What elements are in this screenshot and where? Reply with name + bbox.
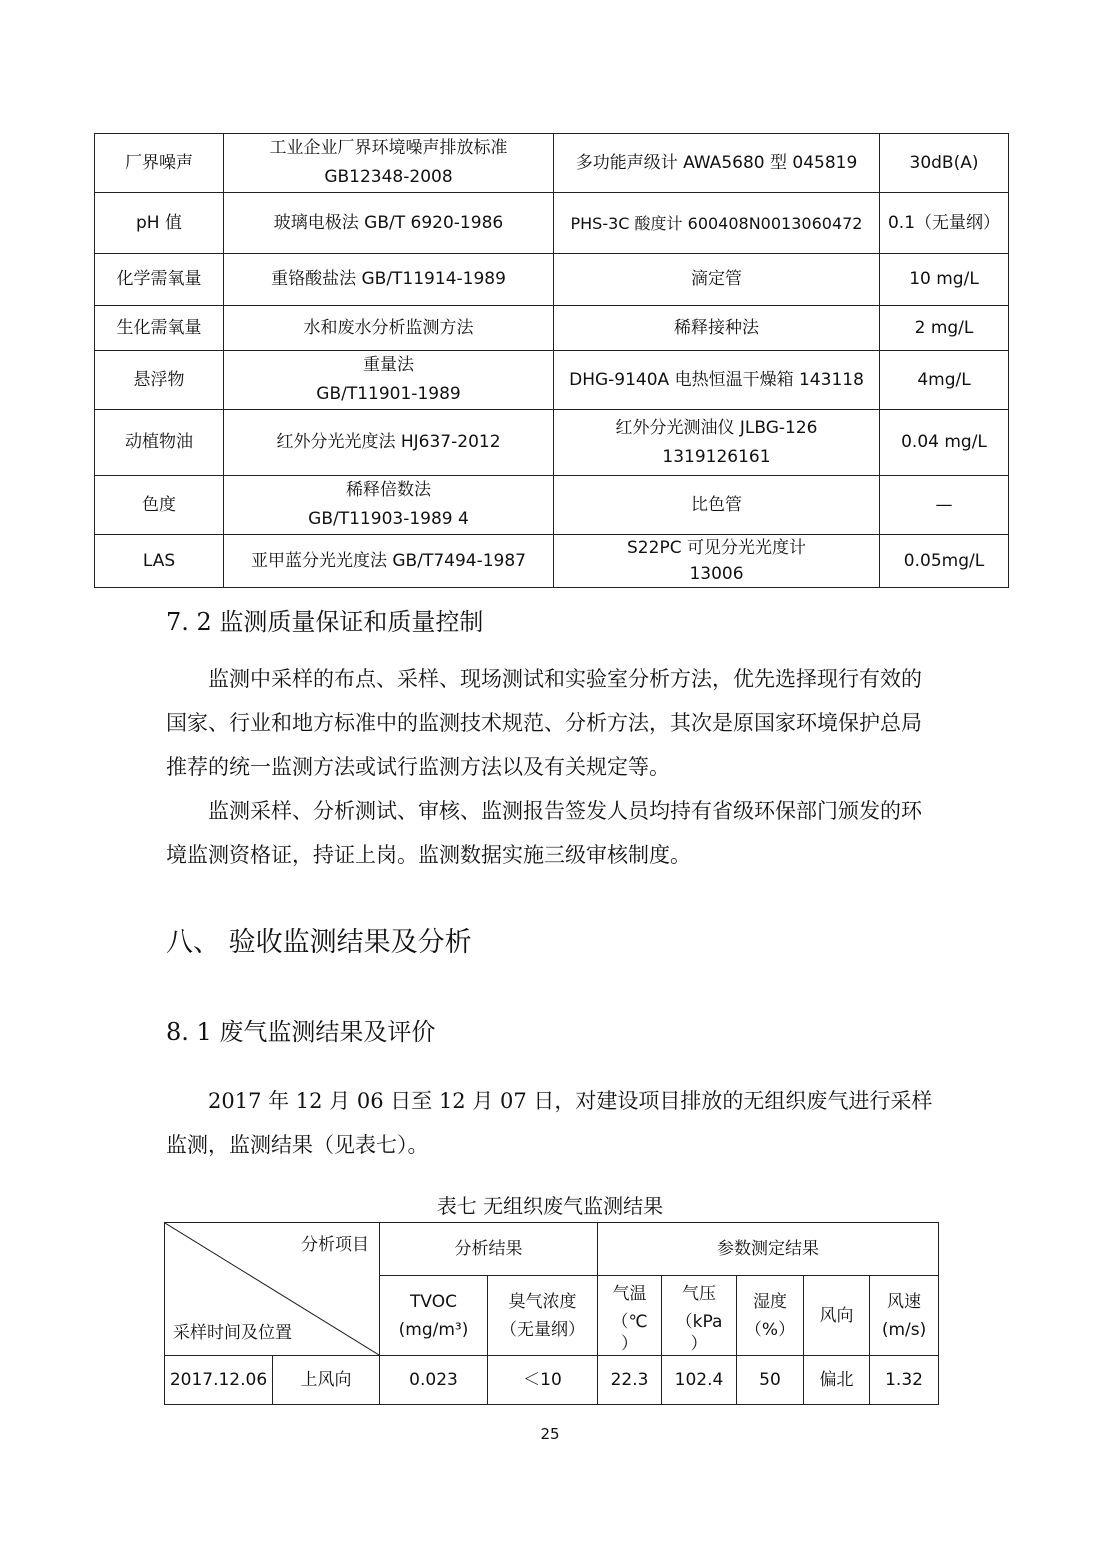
col-odor-unit: （无量纲）: [500, 1319, 585, 1340]
col-wind-speed-unit: (m/s): [881, 1319, 927, 1340]
col-odor-name: 臭气浓度: [508, 1291, 577, 1312]
col-press-name: 气压: [682, 1283, 716, 1304]
col-tvoc-name: TVOC: [410, 1291, 457, 1312]
instrument-cell: 多功能声级计 AWA5680 型 045819: [554, 134, 880, 193]
method-cell: 重铬酸盐法 GB/T11914-1989: [224, 254, 554, 306]
instrument-cell: 稀释接种法: [554, 306, 880, 351]
table-row: [95, 193, 1009, 254]
col-press-unit: （kPa: [675, 1311, 723, 1332]
page-number: 25: [540, 1425, 560, 1443]
group-analysis-header: 分析结果: [380, 1223, 598, 1276]
waste-gas-results-table: [164, 1222, 939, 1405]
item-cell: 生化需氧量: [95, 306, 224, 351]
instrument-cell: 红外分光测油仪 JLBG-126 1319126161: [554, 410, 880, 476]
table-row: [95, 134, 1009, 193]
item-cell: pH 值: [95, 193, 224, 254]
table-header-row: [165, 1223, 939, 1276]
limit-cell: 10 mg/L: [880, 254, 1009, 306]
corner-top-label: 分析项目: [301, 1235, 369, 1255]
table-row: [95, 410, 1009, 476]
table-caption: 表七 无组织废气监测结果: [436, 1194, 664, 1218]
tvoc-cell: 0.023: [380, 1356, 488, 1405]
table-row: [95, 351, 1009, 410]
item-cell: 动植物油: [95, 410, 224, 476]
method-cell: 红外分光光度法 HJ637-2012: [224, 410, 554, 476]
table-row: [95, 535, 1009, 588]
wind-speed-cell: 1.32: [870, 1356, 939, 1405]
section-7-2-paragraph-1: 监测中采样的布点、采样、现场测试和实验室分析方法，优先选择现行有效的国家、行业和地方标准中的监测技术规范、分析方法，其次是原国家环境保护总局推荐的统一监测方法或试行监测方法以及有关规定等。: [166, 667, 922, 779]
item-cell: 悬浮物: [95, 351, 224, 410]
item-cell: LAS: [95, 535, 224, 588]
instrument-cell: PHS-3C 酸度计 600408N0013060472: [554, 193, 880, 254]
col-wind-dir-header: 风向: [804, 1276, 870, 1356]
instrument-cell: S22PC 可见分光光度计 13006: [554, 535, 880, 588]
corner-header-cell: [165, 1223, 380, 1356]
col-tvoc-header: [380, 1276, 488, 1356]
section-8-1-heading: 8. 1 废气监测结果及评价: [166, 1018, 436, 1046]
col-temp-name: 气温: [612, 1283, 647, 1304]
method-cell: 亚甲蓝分光光度法 GB/T7494-1987: [224, 535, 554, 588]
limit-cell: 0.05mg/L: [880, 535, 1009, 588]
col-tvoc-unit: (mg/m³): [398, 1319, 469, 1340]
monitoring-methods-table: [94, 133, 1009, 588]
limit-cell: 4mg/L: [880, 351, 1009, 410]
location-cell: 上风向: [273, 1356, 380, 1405]
table-row: [165, 1356, 939, 1405]
method-cell: 工业企业厂界环境噪声排放标准 GB12348-2008: [224, 134, 554, 193]
col-temp-header: [598, 1276, 662, 1356]
col-humid-header: [737, 1276, 804, 1356]
date-cell: 2017.12.06: [165, 1356, 273, 1405]
method-cell: 稀释倍数法 GB/T11903-1989 4: [224, 476, 554, 535]
limit-cell: —: [880, 476, 1009, 535]
col-temp-tail: ）: [621, 1333, 638, 1354]
method-cell: 重量法 GB/T11901-1989: [224, 351, 554, 410]
col-temp-unit: （℃: [611, 1311, 648, 1332]
col-wind-speed-header: [870, 1276, 939, 1356]
section-8-1-paragraph: 2017 年 12 月 06 日至 12 月 07 日，对建设项目排放的无组织废气进行采样监测，监测结果（见表七）。: [166, 1089, 933, 1157]
col-humid-name: 湿度: [753, 1291, 787, 1312]
section-7-2-heading: 7. 2 监测质量保证和质量控制: [166, 608, 484, 636]
col-wind-speed-name: 风速: [887, 1291, 922, 1312]
col-humid-unit: （%）: [744, 1319, 796, 1340]
press-cell: 102.4: [662, 1356, 737, 1405]
wind-dir-cell: 偏北: [804, 1356, 870, 1405]
chapter-8-heading: 八、 验收监测结果及分析: [166, 927, 472, 958]
item-cell: 厂界噪声: [95, 134, 224, 193]
method-cell: 水和废水分析监测方法: [224, 306, 554, 351]
limit-cell: 0.04 mg/L: [880, 410, 1009, 476]
col-odor-header: [488, 1276, 598, 1356]
item-cell: 色度: [95, 476, 224, 535]
method-cell: 玻璃电极法 GB/T 6920-1986: [224, 193, 554, 254]
table-row: [95, 254, 1009, 306]
instrument-cell: DHG-9140A 电热恒温干燥箱 143118: [554, 351, 880, 410]
instrument-cell: 滴定管: [554, 254, 880, 306]
col-press-header: [662, 1276, 737, 1356]
limit-cell: 30dB(A): [880, 134, 1009, 193]
col-press-tail: ）: [690, 1333, 708, 1354]
group-params-header: 参数测定结果: [598, 1223, 939, 1276]
limit-cell: 2 mg/L: [880, 306, 1009, 351]
instrument-cell: 比色管: [554, 476, 880, 535]
section-7-2-paragraph-2: 监测采样、分析测试、审核、监测报告签发人员均持有省级环保部门颁发的环境监测资格证，持证上岗。监测数据实施三级审核制度。: [166, 799, 922, 867]
corner-bottom-label: 采样时间及位置: [173, 1323, 292, 1343]
odor-cell: ＜10: [488, 1356, 598, 1405]
table-row: [95, 476, 1009, 535]
item-cell: 化学需氧量: [95, 254, 224, 306]
temp-cell: 22.3: [598, 1356, 662, 1405]
table-row: [95, 306, 1009, 351]
limit-cell: 0.1（无量纲）: [880, 193, 1009, 254]
humid-cell: 50: [737, 1356, 804, 1405]
